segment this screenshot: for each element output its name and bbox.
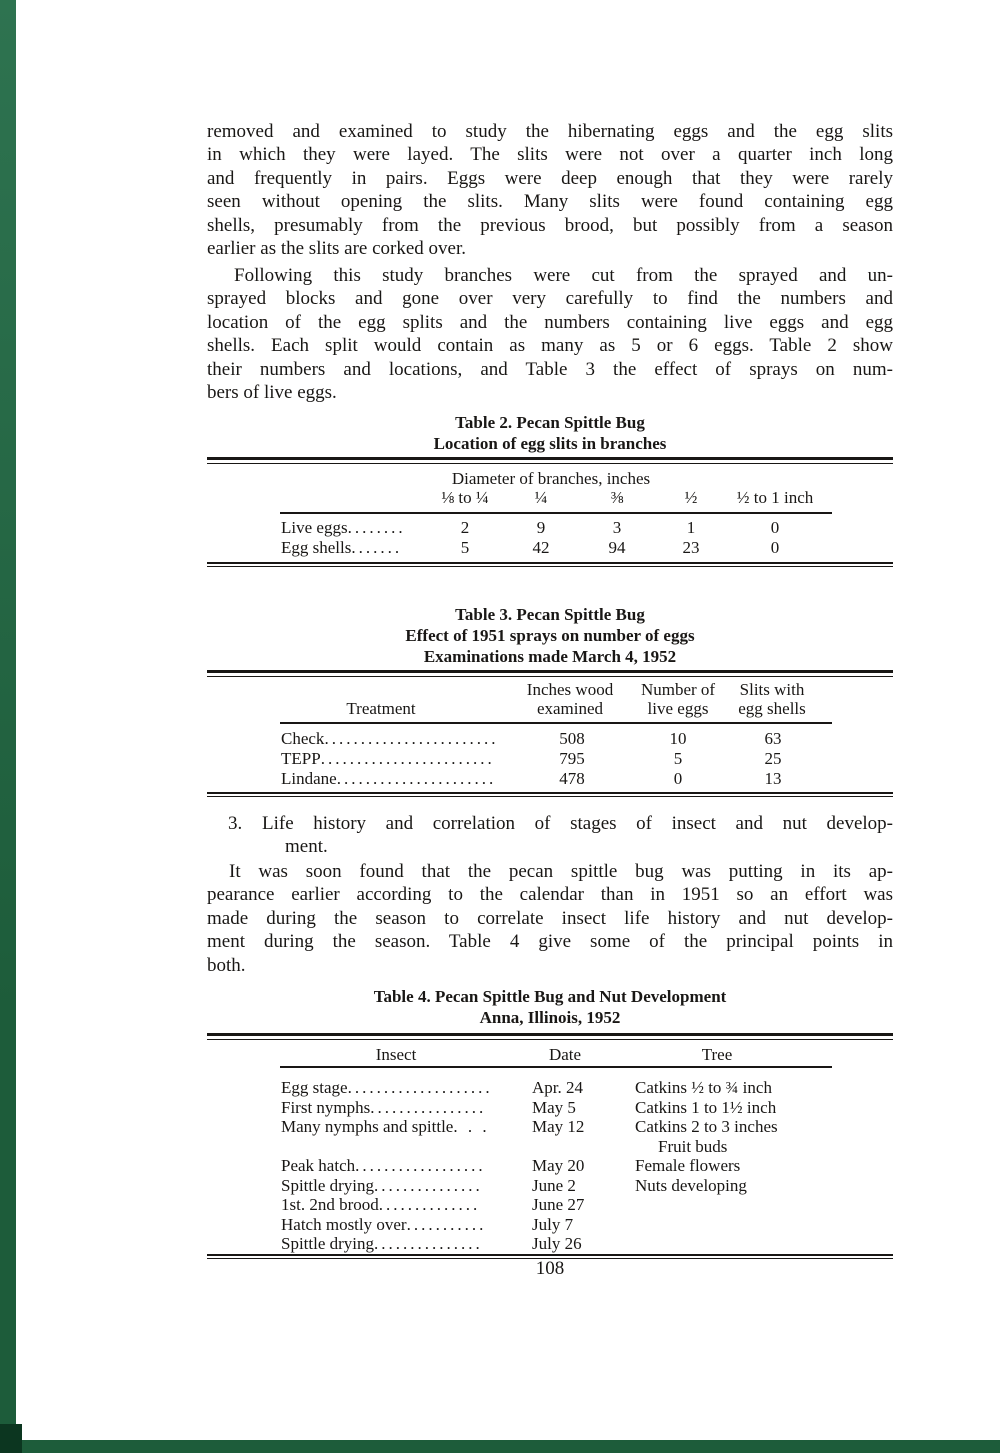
dot-leader: .............. — [378, 1195, 481, 1214]
table4-header-rule — [280, 1066, 832, 1068]
text-line: Life history and correlation of stages of insect and nut develop- — [262, 813, 893, 834]
cell-date: June 27 — [532, 1195, 585, 1214]
row-label: Egg stage.................... — [281, 1078, 493, 1097]
dot-leader: ............... — [374, 1175, 483, 1195]
text-line: shells, presumably from the previous brood, but possibly from a season — [207, 214, 893, 236]
cell-date: May 5 — [532, 1097, 576, 1117]
text-line: made during the season to correlate insect life history and nut develop- — [207, 907, 893, 929]
dot-leader: ........................ — [320, 749, 495, 768]
row-label: 1st. 2nd brood.............. — [281, 1195, 481, 1214]
cell-value: 63 — [764, 729, 782, 748]
table4 — [207, 986, 893, 1256]
row-label: Hatch mostly over........... — [281, 1214, 487, 1234]
cell-date: June 2 — [532, 1175, 576, 1195]
table2-column-header: ¼ — [534, 488, 548, 507]
row-label: Lindane...................... — [281, 769, 497, 788]
table3-header-rule — [280, 722, 832, 724]
cell-tree: Catkins 1 to 1½ inch — [635, 1097, 777, 1117]
row-label: TEPP........................ — [281, 749, 495, 768]
table2-title-line1: Table 2. Pecan Spittle Bug — [455, 413, 645, 432]
table2-bottom-rule — [207, 562, 893, 567]
paragraph-1 — [207, 120, 893, 260]
dot-leader: ............... — [374, 1234, 483, 1253]
cell-value: 2 — [460, 518, 470, 537]
table3-header-treatment: Treatment — [346, 699, 416, 718]
table3-header: examined — [536, 699, 604, 718]
cell-value: 42 — [532, 538, 550, 557]
dot-leader: . . . — [453, 1117, 490, 1136]
item-number: 3. — [228, 813, 243, 834]
text-line: shells. Each split would contain as many as 5 or 6 eggs. Table 2 show — [207, 335, 893, 357]
cell-value: 0 — [770, 518, 780, 537]
dot-leader: .................... — [347, 1078, 493, 1097]
cell-value: 3 — [612, 518, 622, 537]
table4-title-line1: Table 4. Pecan Spittle Bug and Nut Development — [373, 987, 727, 1006]
table3-bottom-rule — [207, 792, 893, 797]
table2-header-rule — [280, 512, 832, 514]
cell-value: 478 — [559, 769, 585, 788]
cell-tree: Female flowers — [635, 1156, 741, 1175]
text-line: bers of live eggs. — [207, 381, 337, 403]
row-label: Spittle drying............... — [281, 1175, 483, 1195]
cell-value: 5 — [673, 749, 683, 768]
text-line: pearance earlier according to the calendar than in 1951 so an effort was — [207, 884, 893, 906]
cell-value: 10 — [669, 729, 687, 748]
row-label: Check........................ — [281, 729, 499, 748]
table3-title-line1: Table 3. Pecan Spittle Bug — [455, 605, 645, 624]
cell-date: July 26 — [532, 1234, 582, 1253]
text-line: seen without opening the slits. Many slits were found containing egg — [207, 191, 893, 213]
cell-value: 795 — [559, 749, 585, 768]
row-label: Many nymphs and spittle. . . — [281, 1117, 490, 1136]
cell-value: 0 — [673, 769, 683, 788]
text-line: in which they were layed. The slits were not over a quarter inch long — [207, 144, 893, 166]
cell-date: May 12 — [532, 1117, 585, 1136]
table2-column-header: ⅜ — [610, 488, 624, 507]
table3-header: Inches wood — [526, 680, 614, 699]
cell-value: 23 — [682, 538, 700, 557]
scan-edge-bottom — [0, 1440, 1000, 1453]
cell-tree: Catkins 2 to 3 inches — [635, 1117, 778, 1136]
paragraph-2 — [207, 264, 893, 404]
table2-column-header: ⅛ to ¼ — [441, 488, 489, 507]
dot-leader: ....... — [351, 538, 403, 557]
scan-edge-corner — [0, 1424, 22, 1453]
scan-edge-left — [0, 0, 16, 1453]
cell-tree: Catkins ½ to ¾ inch — [635, 1078, 772, 1097]
row-label: First nymphs................ — [281, 1097, 487, 1117]
table2-column-group-header: Diameter of branches, inches — [451, 469, 651, 488]
cell-date: May 20 — [532, 1156, 585, 1175]
row-label: Live eggs........ — [281, 518, 406, 537]
cell-tree: Nuts developing — [635, 1175, 747, 1195]
table3-top-rule — [207, 670, 893, 677]
paragraph-3 — [207, 860, 893, 977]
row-label: Egg shells....... — [281, 538, 403, 557]
table4-header-date: Date — [548, 1045, 582, 1064]
dot-leader: .................. — [355, 1156, 486, 1175]
text-line: ment during the season. Table 4 give some of the principal points in — [207, 931, 893, 953]
text-line: earlier as the slits are corked over. — [207, 237, 467, 259]
table2-column-header: ½ — [684, 488, 698, 507]
text-line: both. — [207, 954, 246, 976]
cell-value: 13 — [764, 769, 782, 788]
table2-top-rule — [207, 457, 893, 464]
table4-header-insect: Insect — [375, 1045, 417, 1064]
table2 — [207, 412, 893, 567]
dot-leader: ........ — [347, 518, 406, 537]
cell-date: July 7 — [532, 1214, 574, 1234]
table3-title-line3: Examinations made March 4, 1952 — [423, 647, 677, 666]
text-line: It was soon found that the pecan spittle bug was putting in its ap- — [229, 861, 893, 882]
text-line: sprayed blocks and gone over very carefully to find the numbers and — [207, 288, 893, 310]
table3 — [207, 604, 893, 796]
cell-value: 1 — [686, 518, 696, 537]
table4-title-line2: Anna, Illinois, 1952 — [479, 1008, 621, 1027]
row-label: Peak hatch.................. — [281, 1156, 486, 1175]
cell-value: 25 — [764, 749, 782, 768]
text-line: location of the egg splits and the numbers containing live eggs and egg — [207, 311, 893, 333]
table4-header-tree: Tree — [701, 1045, 733, 1064]
table2-title-line2: Location of egg slits in branches — [433, 434, 667, 453]
text-line: ment. — [285, 836, 328, 857]
cell-value: 508 — [559, 729, 585, 748]
row-label: Spittle drying............... — [281, 1234, 483, 1253]
cell-value: 94 — [608, 538, 626, 557]
text-line: and frequently in pairs. Eggs were deep enough that they were rarely — [207, 167, 893, 189]
cell-value: 5 — [460, 538, 470, 557]
page-number: 108 — [535, 1258, 565, 1279]
cell-tree: Fruit buds — [658, 1136, 728, 1156]
table3-header: live eggs — [647, 699, 709, 718]
table2-column-header: ½ to 1 inch — [736, 488, 814, 507]
table3-header: egg shells — [738, 699, 806, 718]
table3-header: Slits with — [739, 680, 805, 699]
dot-leader: ................ — [370, 1097, 487, 1117]
dot-leader: ........... — [406, 1214, 487, 1234]
dot-leader: ........................ — [324, 729, 499, 748]
text-line: their numbers and locations, and Table 3 the effect of sprays on num- — [207, 358, 893, 380]
table4-top-rule — [207, 1033, 893, 1040]
text-line: Following this study branches were cut from the sprayed and un- — [234, 265, 893, 286]
dot-leader: ...................... — [336, 769, 497, 788]
list-item-3 — [207, 813, 893, 860]
cell-date: Apr. 24 — [532, 1078, 583, 1097]
cell-value: 9 — [536, 518, 546, 537]
table3-header: Number of — [640, 680, 716, 699]
table3-title-line2: Effect of 1951 sprays on number of eggs — [405, 626, 695, 645]
cell-value: 0 — [770, 538, 780, 557]
text-line: removed and examined to study the hibernating eggs and the egg slits — [207, 121, 893, 142]
